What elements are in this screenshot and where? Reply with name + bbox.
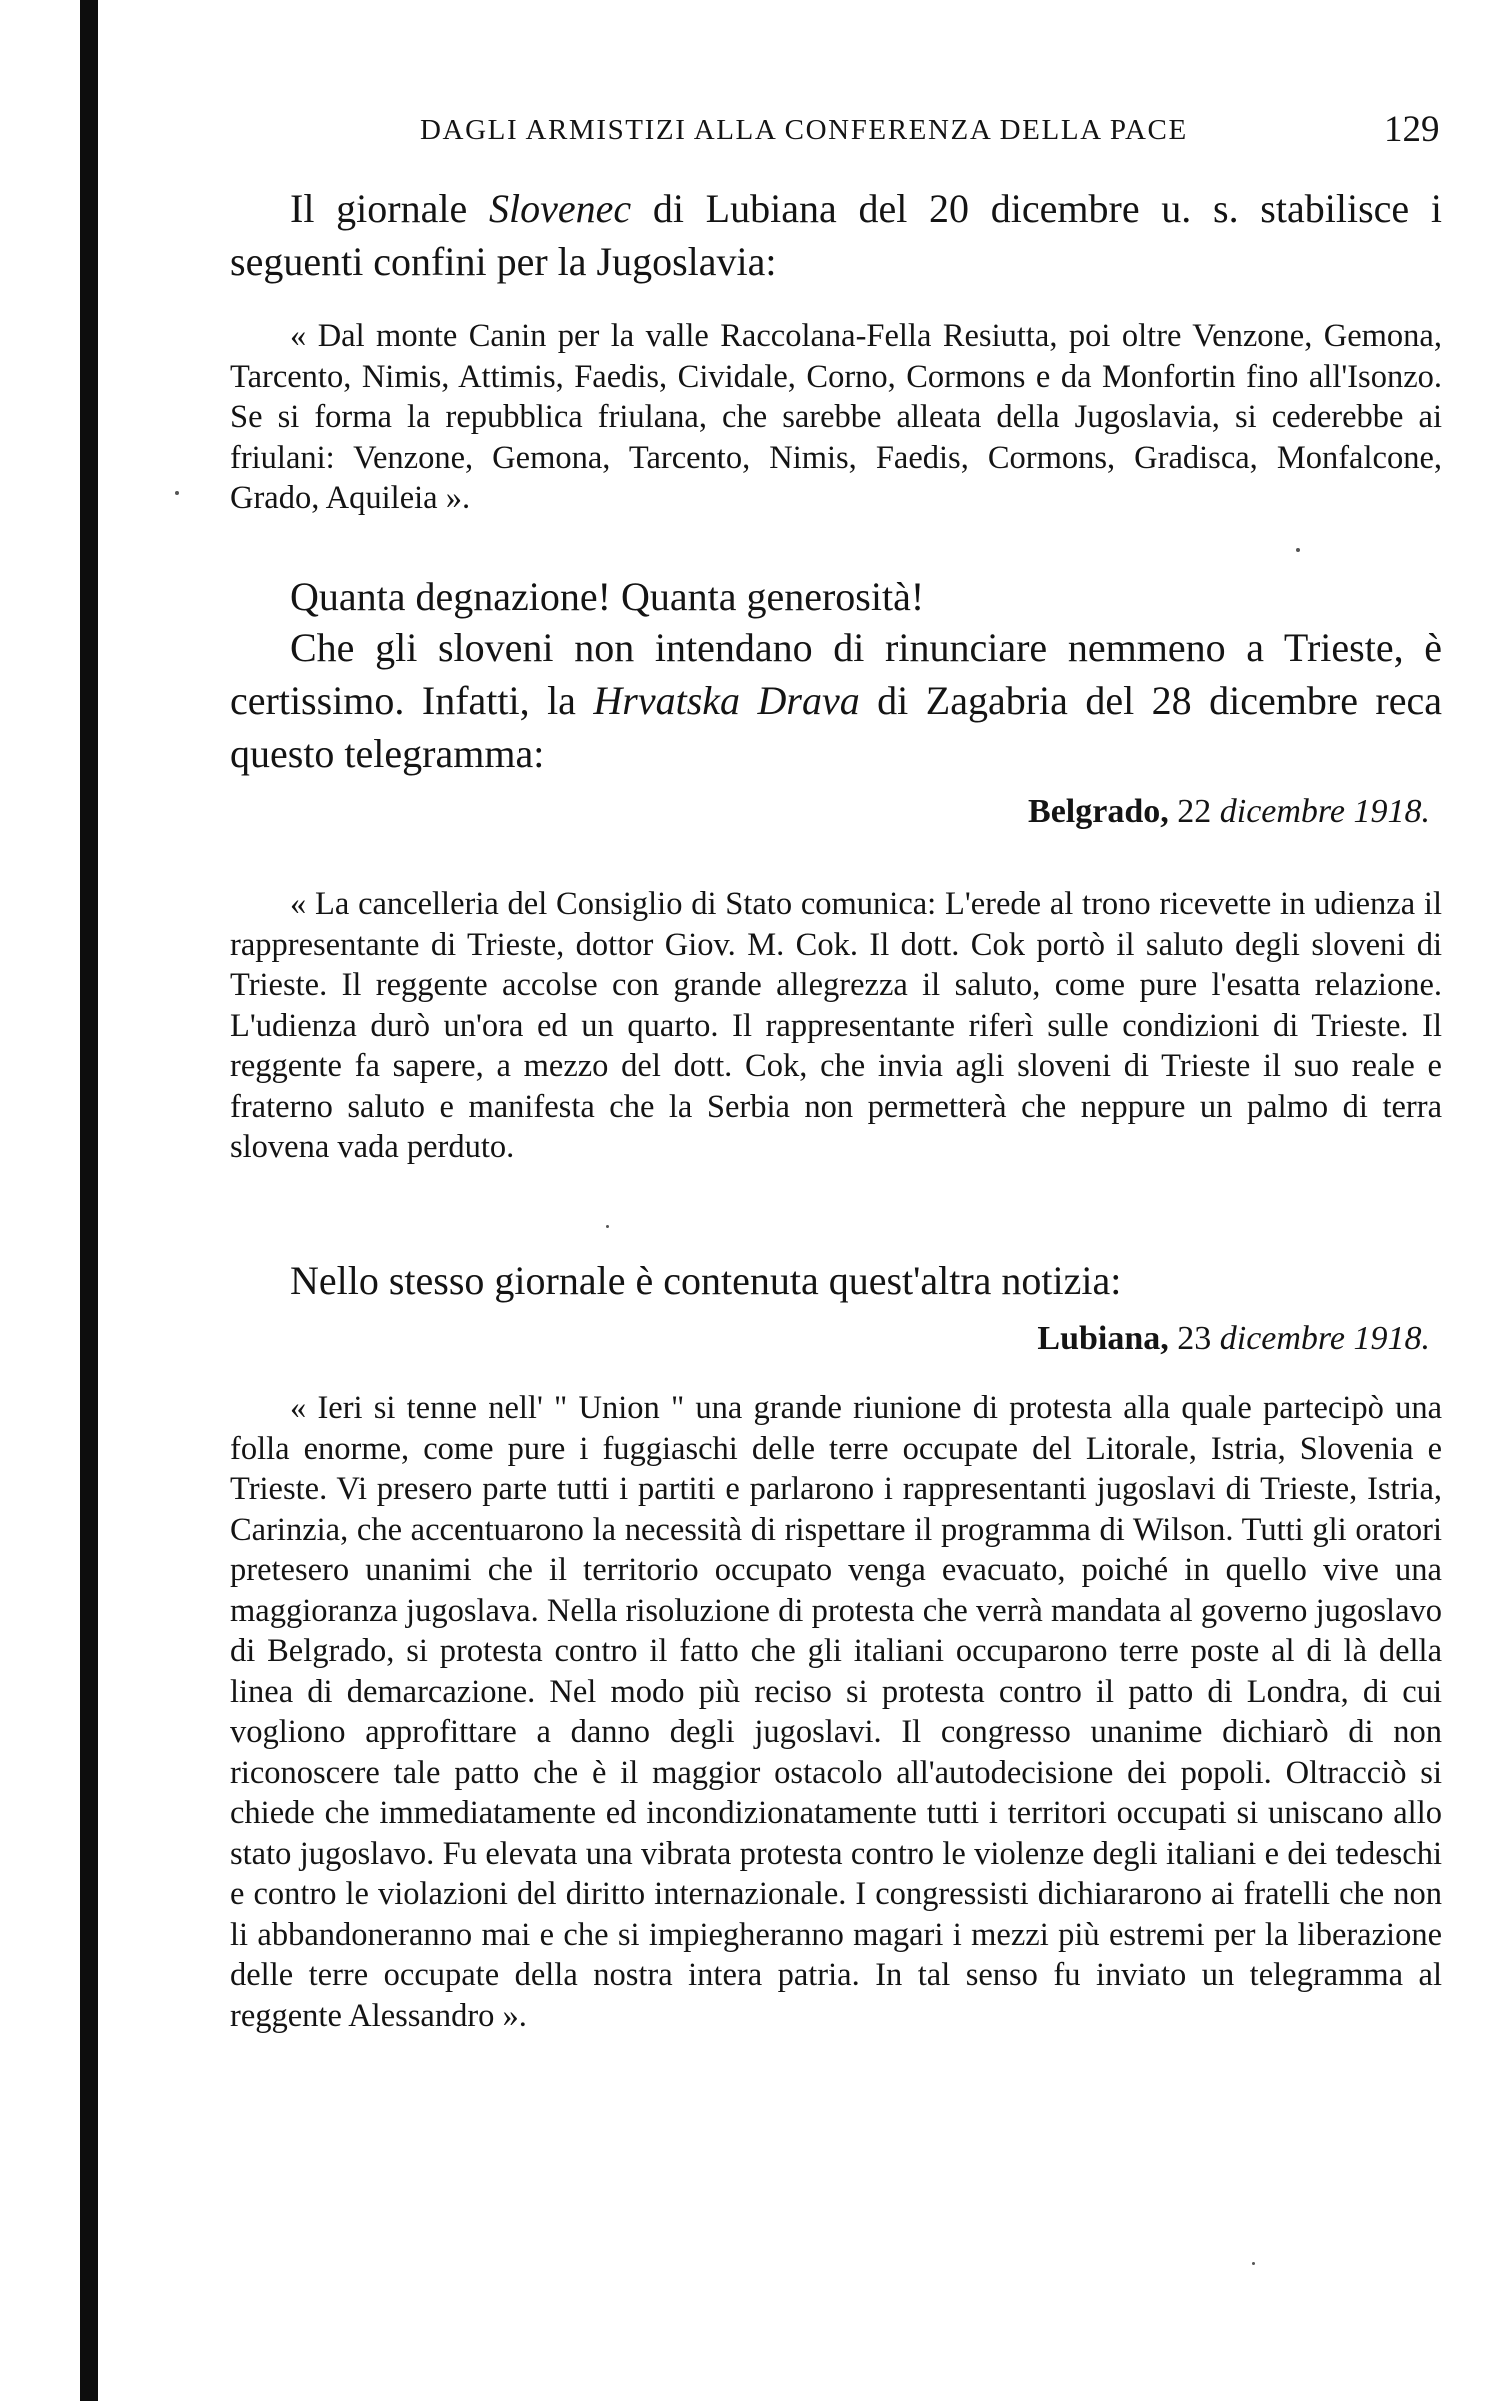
dateline-belgrado <box>1028 793 1430 831</box>
paragraph-slovenec-pre: Il giornale <box>290 186 489 231</box>
quote-lubiana-protest: « Ieri si tenne nell' " Union " una grande riunione di protesta alla quale partecipò una folla enorme, come pure i fuggiaschi delle terre occupate del Litorale, Istria, Slovenia e Trieste. Vi presero parte tutti i partiti e parlarono i rappresentanti jugoslavi di Trieste, Istria, Carinzia, che accentuarono la necessità di rispettare il programma di Wilson. Tutti gli oratori pretesero unanimi che il territorio occupato venga evacuato, poiché in quello vive una maggioranza jugoslava. Nella risoluzione di protesta che verrà mandata al governo jugoslavo di Belgrado, si protesta contro il fatto che gli italiani occuparono terre poste al di là della linea di demarcazione. Nel modo più reciso si protesta contro il patto di Londra, di cui vogliono approfittare a danno degli jugoslavi. Il congresso unanime dichiarò di non riconoscere tale patto che è il maggior ostacolo all'autodecisione dei popoli. Oltracciò si chiede che immediatamente ed incondizionatamente tutti i territori occupati si uniscano allo stato jugoslavo. Fu elevata una vibrata protesta contro le violenze degli italiani e dei tedeschi e contro le violazioni del diritto internazionale. I congressisti dichiararono ai fratelli che non li abbandoneranno mai e che si impiegheranno magari i mezzi più estremi per la liberazione delle terre occupate della nostra intera patria. In tal senso fu inviato un telegramma al reggente Alessandro ». <box>230 1390 1442 2034</box>
paragraph-hrvatska-pre: Che gli sloveni non intendano di rinunciare nemmeno a Trieste, è certissimo. Infatti, la <box>230 625 1442 723</box>
running-head: DAGLI ARMISTIZI ALLA CONFERENZA DELLA PACE <box>420 114 1188 146</box>
dateline-place: Lubiana, <box>1037 1320 1169 1357</box>
newspaper-title-slovenec: Slovenec <box>488 186 632 231</box>
dateline-month-year: dicembre 1918. <box>1219 1320 1430 1357</box>
exclamation-line: Quanta degnazione! Quanta generosità! <box>290 574 925 619</box>
page-number: 129 <box>1384 109 1440 150</box>
paragraph-slovenec <box>230 182 1442 288</box>
quote-borders: « Dal monte Canin per la valle Raccolana-Fella Resiutta, poi oltre Venzone, Gemona, Tarcento, Nimis, Attimis, Faedis, Cividale, Corno, Cormons e da Monfortin fino all'Isonzo. Se si forma la repubblica friulana, che sarebbe alleata della Jugoslavia, si cederebbe ai friulani: Venzone, Gemona, Tarcento, Nimis, Faedis, Cormons, Gradisca, Monfalcone, Grado, Aquileia ». <box>230 318 1442 516</box>
scan-speck <box>175 491 179 495</box>
dateline-place: Belgrado, <box>1028 793 1169 830</box>
paragraph-altra-notizia: Nello stesso giornale è contenuta quest'altra notizia: <box>290 1258 1122 1303</box>
paragraph-hrvatska-post: di Zagabria del 28 dicembre reca questo telegramma: <box>230 678 1442 776</box>
paragraph-slovenec-post: di Lubiana del 20 dicembre u. s. stabilisce i seguenti confini per la Jugoslavia: <box>230 186 1442 284</box>
scan-speck <box>606 1225 609 1228</box>
dateline-day: 23 <box>1168 1320 1220 1357</box>
paragraph-hrvatska <box>230 621 1442 780</box>
scan-speck <box>1296 548 1300 552</box>
quote-belgrado-telegram: « La cancelleria del Consiglio di Stato comunica: L'erede al trono ricevette in udienza il rappresentante di Trieste, dottor Giov. M. Cok. Il dott. Cok portò il saluto degli sloveni di Trieste. Il reggente accolse con grande allegrezza il saluto, come pure l'esatta relazione. L'udienza durò un'ora ed un quarto. Il rappresentante riferì sulle condizioni di Trieste. Il reggente fa sapere, a mezzo del dott. Cok, che invia agli sloveni di Trieste il suo reale e fraterno saluto e manifesta che la Serbia non permetterà che neppure un palmo di terra slovena vada perduto. <box>230 886 1442 1165</box>
dateline-month-year: dicembre 1918. <box>1219 793 1430 830</box>
scan-speck <box>1252 2262 1255 2265</box>
newspaper-title-hrvatska-drava: Hrvatska Drava <box>593 678 860 723</box>
dateline-day: 22 <box>1168 793 1220 830</box>
dateline-lubiana <box>1037 1320 1430 1358</box>
